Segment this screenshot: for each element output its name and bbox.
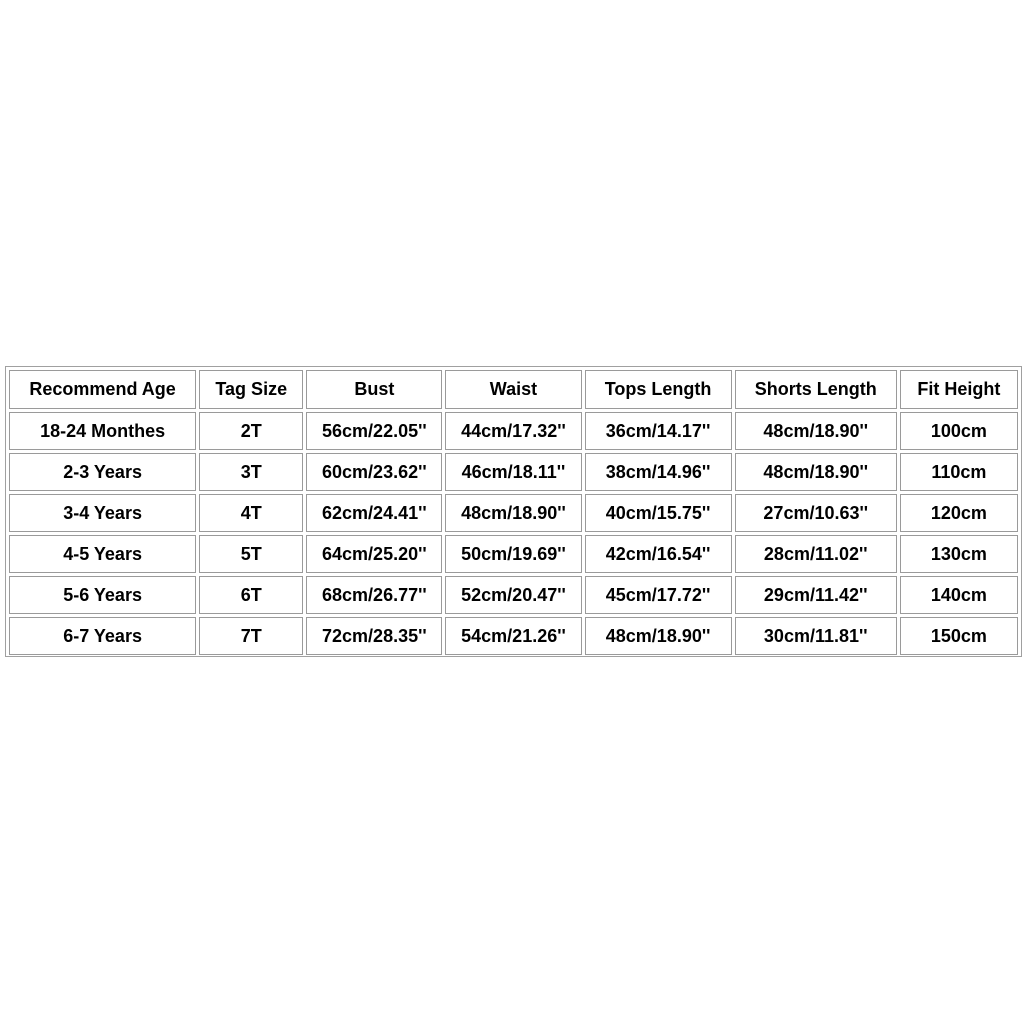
cell-tops-length: 40cm/15.75'' [585, 494, 732, 532]
cell-fit-height: 130cm [900, 535, 1018, 573]
cell-fit-height: 110cm [900, 453, 1018, 491]
header-tag-size: Tag Size [199, 370, 303, 409]
table-row [9, 453, 1018, 491]
cell-tag-size: 7T [199, 617, 303, 655]
cell-shorts-length: 48cm/18.90'' [735, 412, 897, 450]
cell-bust: 64cm/25.20'' [306, 535, 442, 573]
cell-waist: 48cm/18.90'' [445, 494, 581, 532]
cell-recommend-age: 5-6 Years [9, 576, 196, 614]
cell-tag-size: 2T [199, 412, 303, 450]
cell-recommend-age: 4-5 Years [9, 535, 196, 573]
cell-bust: 60cm/23.62'' [306, 453, 442, 491]
cell-waist: 54cm/21.26'' [445, 617, 581, 655]
cell-bust: 68cm/26.77'' [306, 576, 442, 614]
cell-shorts-length: 30cm/11.81'' [735, 617, 897, 655]
cell-tag-size: 5T [199, 535, 303, 573]
table-row [9, 535, 1018, 573]
table-row [9, 494, 1018, 532]
cell-tops-length: 42cm/16.54'' [585, 535, 732, 573]
cell-tops-length: 45cm/17.72'' [585, 576, 732, 614]
cell-recommend-age: 6-7 Years [9, 617, 196, 655]
header-waist: Waist [445, 370, 581, 409]
cell-shorts-length: 48cm/18.90'' [735, 453, 897, 491]
cell-fit-height: 140cm [900, 576, 1018, 614]
cell-tops-length: 38cm/14.96'' [585, 453, 732, 491]
table-row [9, 412, 1018, 450]
cell-tag-size: 4T [199, 494, 303, 532]
cell-waist: 44cm/17.32'' [445, 412, 581, 450]
cell-recommend-age: 18-24 Monthes [9, 412, 196, 450]
cell-bust: 56cm/22.05'' [306, 412, 442, 450]
size-chart-grid [6, 367, 1021, 658]
cell-tops-length: 36cm/14.17'' [585, 412, 732, 450]
header-fit-height: Fit Height [900, 370, 1018, 409]
cell-tag-size: 6T [199, 576, 303, 614]
cell-fit-height: 100cm [900, 412, 1018, 450]
size-chart-table [5, 366, 1022, 657]
cell-fit-height: 150cm [900, 617, 1018, 655]
cell-tag-size: 3T [199, 453, 303, 491]
cell-waist: 52cm/20.47'' [445, 576, 581, 614]
header-tops-length: Tops Length [585, 370, 732, 409]
cell-bust: 62cm/24.41'' [306, 494, 442, 532]
cell-recommend-age: 2-3 Years [9, 453, 196, 491]
cell-shorts-length: 28cm/11.02'' [735, 535, 897, 573]
cell-waist: 50cm/19.69'' [445, 535, 581, 573]
cell-fit-height: 120cm [900, 494, 1018, 532]
header-row [9, 370, 1018, 409]
cell-shorts-length: 29cm/11.42'' [735, 576, 897, 614]
cell-bust: 72cm/28.35'' [306, 617, 442, 655]
table-row [9, 617, 1018, 655]
cell-shorts-length: 27cm/10.63'' [735, 494, 897, 532]
cell-tops-length: 48cm/18.90'' [585, 617, 732, 655]
header-recommend-age: Recommend Age [9, 370, 196, 409]
cell-recommend-age: 3-4 Years [9, 494, 196, 532]
header-bust: Bust [306, 370, 442, 409]
table-row [9, 576, 1018, 614]
cell-waist: 46cm/18.11'' [445, 453, 581, 491]
header-shorts-length: Shorts Length [735, 370, 897, 409]
